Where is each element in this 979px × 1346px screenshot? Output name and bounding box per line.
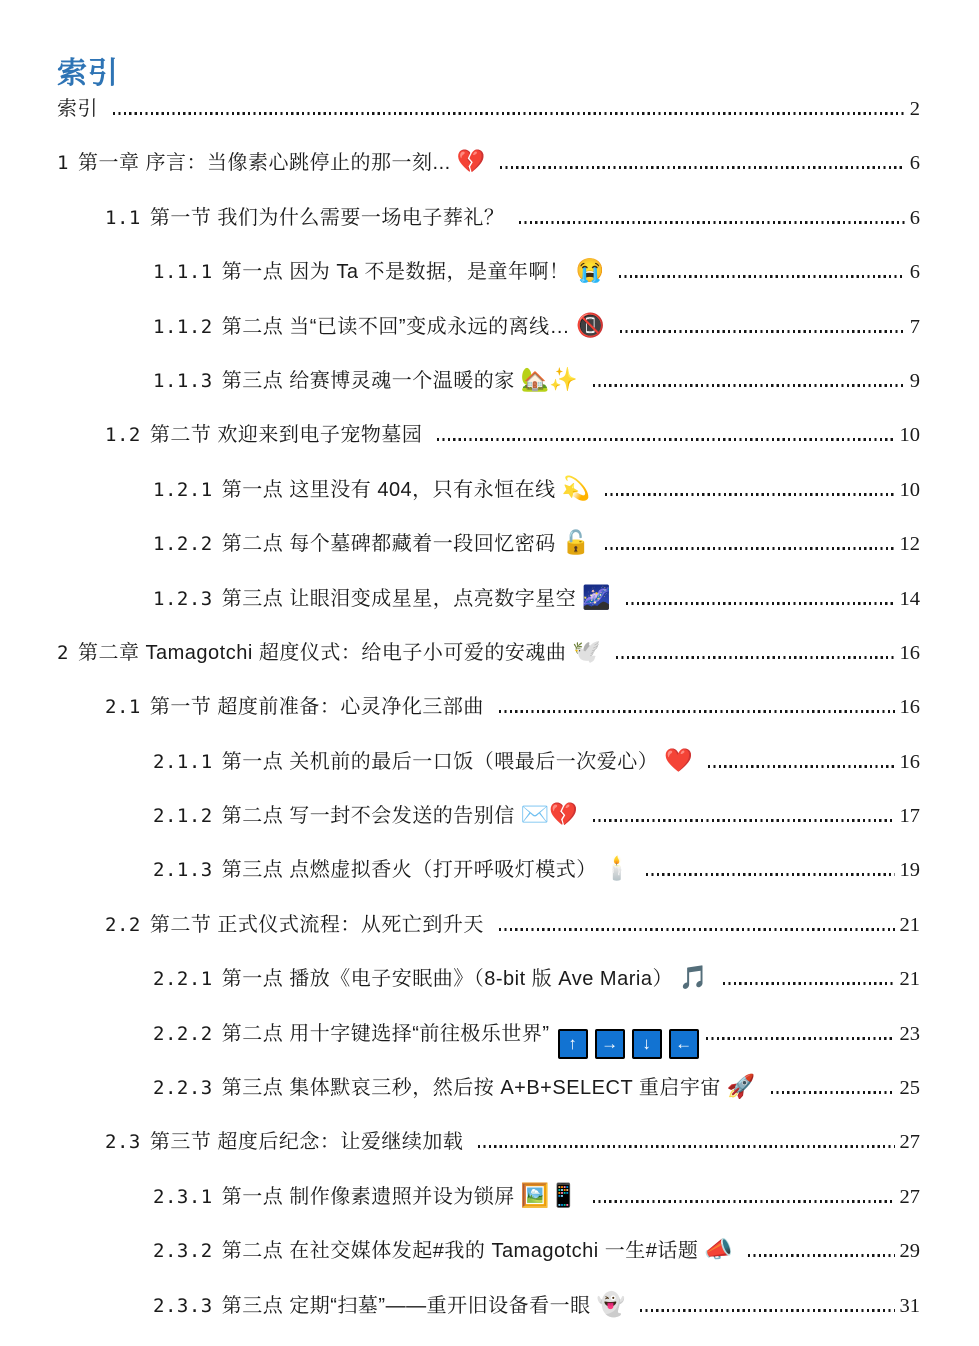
toc-entry-title: 第一节 超度前准备：心灵净化三部曲 [149, 696, 484, 719]
table-of-contents [57, 92, 920, 1343]
dot-leader [519, 221, 904, 224]
toc-entry[interactable] [57, 310, 920, 364]
emoji-icon: 🕯️ [602, 855, 632, 882]
dot-leader [619, 275, 905, 278]
toc-entry-title: 第一点 这里没有 404，只有永恒在线 [221, 478, 556, 501]
toc-entry-title: 第二章 Tamagotchi 超度仪式：给电子小可爱的安魂曲 [77, 641, 567, 664]
toc-entry-title: 索引 [57, 98, 98, 120]
toc-entry-title: 第二点 每个墓碑都藏着一段回忆密码 [221, 533, 556, 556]
toc-entry-number: 2.1.2 [153, 805, 213, 828]
dot-leader [500, 166, 904, 169]
toc-entry-number: 2.2.1 [153, 968, 213, 991]
toc-entry-page: 29 [899, 1240, 920, 1263]
toc-entry[interactable] [57, 745, 920, 799]
emoji-icon: 📵 [576, 311, 605, 338]
toc-entry-title: 第二点 用十字键选择“前往极乐世界” [221, 1022, 550, 1045]
toc-entry[interactable] [57, 92, 920, 146]
dot-leader [593, 819, 894, 822]
toc-entry[interactable] [57, 201, 920, 255]
toc-entry-number: 2.2.3 [153, 1077, 213, 1100]
toc-entry[interactable] [57, 690, 920, 744]
toc-entry-number: 2.3.1 [153, 1185, 213, 1208]
dot-leader [706, 1037, 895, 1040]
toc-entry[interactable] [57, 962, 920, 1016]
emoji-icon: 🏡✨ [520, 365, 579, 392]
dot-leader [646, 873, 894, 876]
toc-entry-number: 1.2 [105, 424, 141, 447]
emoji-icon: 🚀 [726, 1073, 756, 1100]
dpad-key-icon: → [595, 1029, 625, 1059]
dot-leader [499, 928, 895, 931]
dot-leader [708, 765, 895, 768]
dot-leader [593, 384, 905, 387]
toc-entry-page: 27 [899, 1131, 920, 1154]
toc-entry[interactable] [57, 527, 920, 581]
toc-entry-page: 6 [909, 261, 920, 284]
emoji-icon: 💫 [561, 474, 591, 501]
emoji-icon: 🔓 [561, 529, 591, 556]
toc-entry-number: 1.1.1 [153, 261, 213, 284]
toc-entry[interactable] [57, 908, 920, 962]
toc-entry-page: 12 [899, 533, 920, 556]
dot-leader [478, 1145, 894, 1148]
toc-entry-page: 27 [899, 1185, 920, 1208]
page-title: 索引 [57, 57, 119, 90]
toc-entry-number: 2.3 [105, 1131, 141, 1154]
toc-entry-number: 1.1.2 [153, 315, 213, 338]
toc-entry-page: 19 [899, 859, 920, 882]
toc-entry-page: 25 [899, 1077, 920, 1100]
emoji-icon: 🖼️📱 [520, 1181, 579, 1208]
toc-entry-number: 1.1 [105, 206, 141, 229]
dpad-key-icon: ↓ [632, 1029, 662, 1059]
toc-entry-number: 2.3.3 [153, 1294, 213, 1317]
toc-entry-title: 第三点 让眼泪变成星星，点亮数字星空 [221, 587, 577, 610]
toc-entry-page: 6 [909, 152, 920, 175]
toc-entry-title: 第二点 在社交媒体发起#我的 Tamagotchi 一生#话题 [221, 1240, 699, 1263]
toc-entry[interactable] [57, 1017, 920, 1071]
emoji-icon: 🌌 [582, 583, 611, 610]
toc-entry-page: 31 [899, 1294, 920, 1317]
toc-entry-number: 2.3.2 [153, 1240, 213, 1263]
toc-entry-number: 1.2.1 [153, 478, 213, 501]
toc-entry-page: 2 [909, 98, 920, 120]
toc-entry-page: 21 [899, 913, 920, 936]
dpad-key-icon: ↑ [558, 1029, 588, 1059]
toc-entry[interactable] [57, 1289, 920, 1343]
toc-entry-page: 14 [899, 587, 920, 610]
toc-entry[interactable] [57, 364, 920, 418]
toc-entry-number: 2 [57, 641, 69, 664]
toc-entry-title: 第三点 定期“扫墓”——重开旧设备看一眼 [221, 1294, 591, 1317]
toc-entry[interactable] [57, 1125, 920, 1179]
emoji-icon: 😭 [575, 257, 605, 284]
toc-entry-page: 21 [899, 968, 920, 991]
toc-entry[interactable] [57, 582, 920, 636]
toc-entry-page: 7 [909, 315, 920, 338]
dot-leader [771, 1091, 895, 1094]
toc-entry-title: 第一点 关机前的最后一口饭（喂最后一次爱心） [221, 750, 659, 773]
toc-entry-page: 17 [899, 805, 920, 828]
toc-entry[interactable] [57, 1180, 920, 1234]
dot-leader [113, 112, 905, 115]
toc-entry-page: 16 [899, 641, 920, 664]
toc-entry-number: 2.1.3 [153, 859, 213, 882]
toc-entry[interactable] [57, 853, 920, 907]
dot-leader [437, 438, 894, 441]
toc-entry-title: 第一点 播放《电子安眠曲》（8-bit 版 Ave Maria） [221, 968, 673, 991]
emoji-icon: 🕊️ [572, 637, 601, 664]
dot-leader [499, 710, 895, 713]
toc-entry-page: 10 [899, 424, 920, 447]
toc-entry-title: 第三点 给赛博灵魂一个温暖的家 [221, 369, 515, 392]
toc-entry-title: 第二点 当“已读不回”变成永远的离线… [221, 315, 571, 338]
toc-entry-title: 第二点 写一封不会发送的告别信 [221, 805, 515, 828]
emoji-icon: ❤️ [664, 746, 693, 773]
toc-entry-number: 2.2.2 [153, 1022, 213, 1045]
toc-entry-page: 16 [899, 696, 920, 719]
toc-entry-title: 第二节 正式仪式流程：从死亡到升天 [149, 913, 484, 936]
toc-entry[interactable] [57, 418, 920, 472]
toc-entry-page: 16 [899, 750, 920, 773]
toc-entry-number: 2.2 [105, 913, 141, 936]
toc-entry-title: 第一章 序言：当像素心跳停止的那一刻... [77, 152, 451, 175]
dot-leader [593, 1200, 894, 1203]
dot-leader [620, 330, 905, 333]
dpad-key-icon: ← [669, 1029, 699, 1059]
toc-entry-number: 1.1.3 [153, 369, 213, 392]
dpad-keys-icon [558, 1029, 699, 1059]
toc-entry-number: 2.1 [105, 696, 141, 719]
toc-entry[interactable] [57, 146, 920, 200]
toc-entry-page: 10 [899, 478, 920, 501]
toc-entry[interactable] [57, 473, 920, 527]
toc-entry-title: 第三点 点燃虚拟香火（打开呼吸灯模式） [221, 859, 597, 882]
emoji-icon: 👻 [596, 1290, 626, 1317]
emoji-icon: 💔 [456, 148, 486, 175]
emoji-icon: 📣 [704, 1236, 734, 1263]
toc-entry-number: 1.2.3 [153, 587, 213, 610]
toc-entry-page: 23 [899, 1022, 920, 1045]
dot-leader [748, 1254, 894, 1257]
toc-entry[interactable] [57, 1071, 920, 1125]
toc-entry-title: 第一节 我们为什么需要一场电子葬礼？ [149, 206, 505, 229]
toc-entry-number: 1 [57, 152, 69, 175]
toc-entry-title: 第三节 超度后纪念：让爱继续加载 [149, 1131, 464, 1154]
toc-entry-title: 第二节 欢迎来到电子宠物墓园 [149, 424, 423, 447]
toc-entry-number: 2.1.1 [153, 750, 213, 773]
toc-entry[interactable] [57, 799, 920, 853]
emoji-icon: ✉️💔 [520, 801, 579, 828]
dot-leader [605, 493, 894, 496]
dot-leader [723, 982, 895, 985]
dot-leader [626, 602, 895, 605]
toc-entry-title: 第三点 集体默哀三秒，然后按 A+B+SELECT 重启宇宙 [221, 1077, 721, 1100]
toc-entry-page: 9 [909, 369, 920, 392]
toc-entry-title: 第一点 因为 Ta 不是数据，是童年啊！ [221, 261, 570, 284]
toc-entry[interactable] [57, 255, 920, 309]
toc-entry-page: 6 [909, 206, 920, 229]
dot-leader [640, 1309, 894, 1312]
dot-leader [616, 656, 895, 659]
toc-entry[interactable] [57, 1234, 920, 1288]
toc-entry-number: 1.2.2 [153, 533, 213, 556]
emoji-icon: 🎵 [678, 964, 708, 991]
toc-entry-title: 第一点 制作像素遗照并设为锁屏 [221, 1185, 515, 1208]
dot-leader [605, 547, 894, 550]
toc-entry[interactable] [57, 636, 920, 690]
